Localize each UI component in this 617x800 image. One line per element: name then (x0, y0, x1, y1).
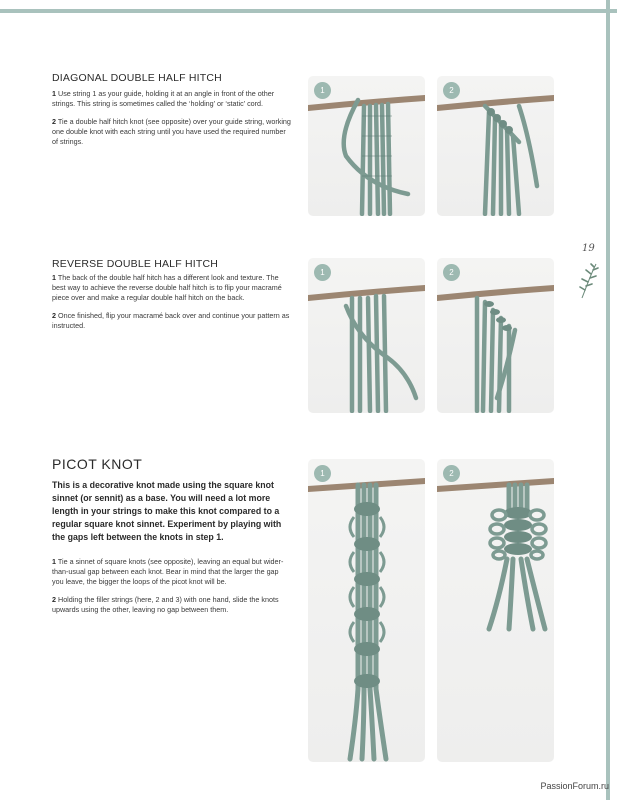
step-text: Holding the filler strings (here, 2 and 3) with one hand, slide the knots upwards using the other, leaving no gap between them. (52, 595, 279, 614)
section-title-diagonal: DIAGONAL DOUBLE HALF HITCH (52, 72, 222, 84)
cord-illustration (308, 258, 425, 413)
cord-illustration (308, 459, 425, 762)
step-badge: 2 (443, 264, 460, 281)
cord-illustration (437, 258, 554, 413)
picot-step-1 (52, 557, 292, 587)
section-title-reverse: REVERSE DOUBLE HALF HITCH (52, 258, 219, 270)
step-badge: 1 (314, 465, 331, 482)
step-text: The back of the double half hitch has a different look and texture. The best way to achieve the reverse double half hitch is to flip your macramé piece over and make a regular double half hitch on the back. (52, 273, 282, 302)
step-text: Tie a sinnet of square knots (see opposite), leaving an equal but wider-than-usual gap between each knot. Bear in mind that the larger the gap you leave, the bigger the loops of the picot knot will be. (52, 557, 284, 586)
step-number: 1 (52, 89, 56, 98)
step-text: Tie a double half hitch knot (see opposite) over your guide string, working one double knot with each string until you have used the required number of strings. (52, 117, 291, 146)
page-number: 19 (582, 243, 595, 254)
diagonal-step-1 (52, 89, 292, 109)
photo-reverse-step-1 (308, 258, 425, 413)
watermark-text: PassionForum.ru (540, 781, 609, 791)
step-number: 1 (52, 557, 56, 566)
photo-diagonal-step-2 (437, 76, 554, 216)
step-number: 2 (52, 311, 56, 320)
reverse-step-1 (52, 273, 292, 303)
side-accent-rule (606, 0, 610, 800)
step-number: 2 (52, 117, 56, 126)
cord-illustration (437, 459, 554, 762)
photo-picot-step-1 (308, 459, 425, 762)
photo-reverse-step-2 (437, 258, 554, 413)
leaf-icon (578, 262, 600, 300)
section-title-picot: PICOT KNOT (52, 456, 143, 472)
step-number: 1 (52, 273, 56, 282)
photo-diagonal-step-1 (308, 76, 425, 216)
top-accent-rule (0, 9, 617, 13)
diagonal-step-2 (52, 117, 292, 147)
step-number: 2 (52, 595, 56, 604)
step-badge: 2 (443, 465, 460, 482)
step-badge: 2 (443, 82, 460, 99)
photo-picot-step-2 (437, 459, 554, 762)
picot-intro: This is a decorative knot made using the square knot sinnet (or sennit) as a base. You will need a lot more length in your strings to make this knot compared to a regular square knot sinnet. Experiment by playing with the gaps left between the knots in step 1. (52, 480, 282, 542)
reverse-step-2 (52, 311, 292, 331)
step-badge: 1 (314, 82, 331, 99)
step-badge: 1 (314, 264, 331, 281)
step-text: Use string 1 as your guide, holding it at an angle in front of the other strings. This string is sometimes called the ‘holding’ or ‘static’ cord. (52, 89, 275, 108)
step-text: Once finished, flip your macramé back over and continue your pattern as instructed. (52, 311, 290, 330)
picot-step-2 (52, 595, 292, 615)
